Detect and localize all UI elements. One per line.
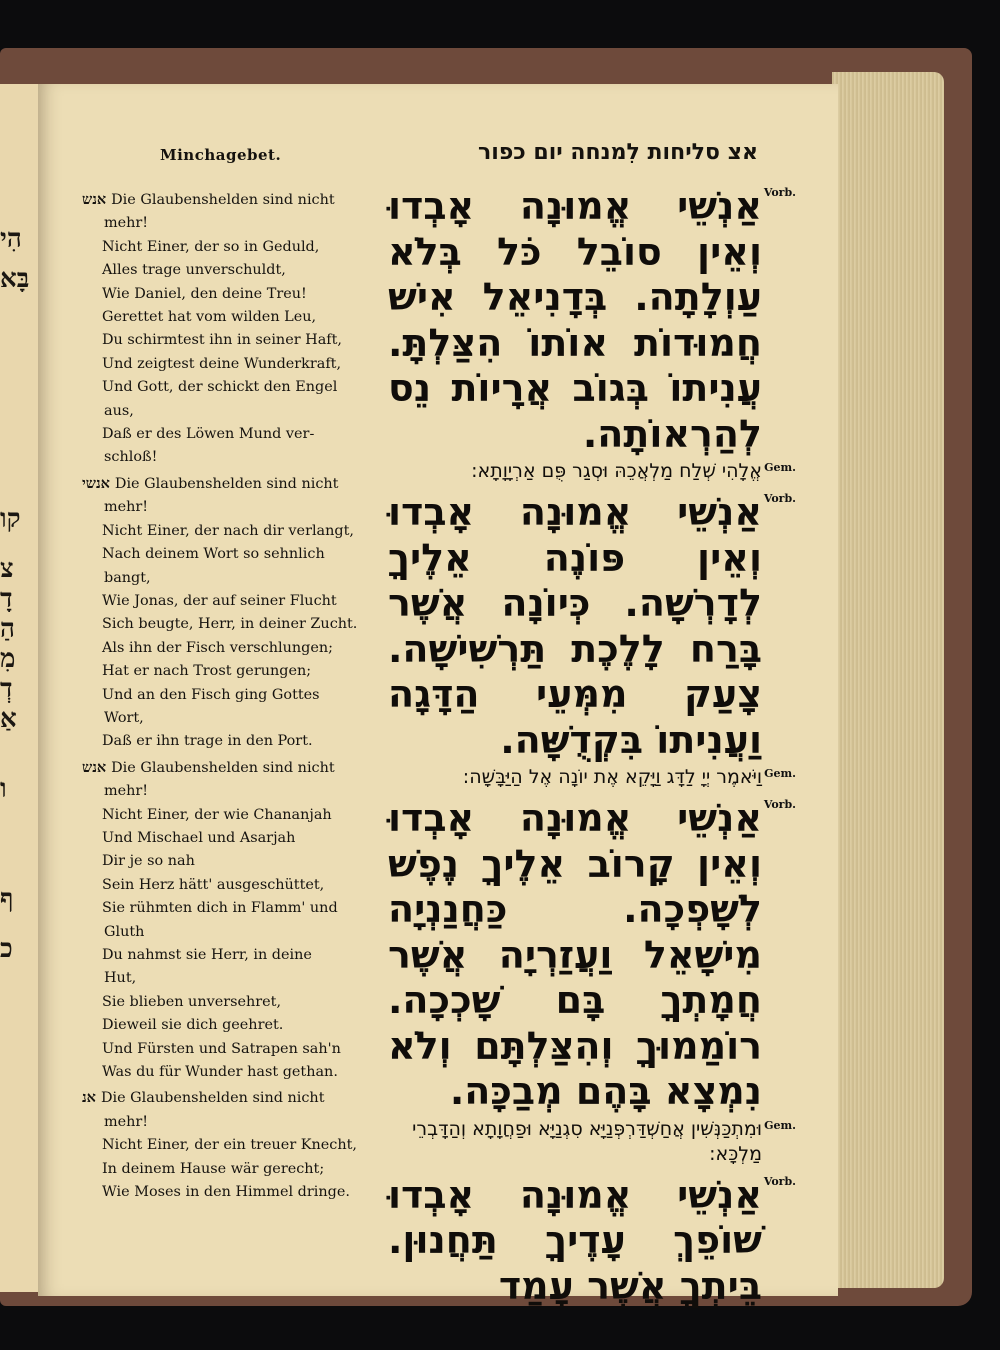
german-refrain-line — [82, 1086, 377, 1110]
german-line — [82, 423, 377, 446]
german-line — [82, 1158, 377, 1181]
response-text: אֱלָהִי שְׁלַח מַלְאֲכֵהּ וּסְגַר פֻּם אַרְיָוָתָא: — [471, 460, 762, 482]
german-line-text: Daß er ihn trage in den Port. — [102, 733, 313, 750]
german-line — [82, 590, 377, 613]
german-line — [82, 306, 377, 329]
german-line-text: Die Glaubenshelden sind nicht — [111, 759, 335, 776]
page-number: אצ — [727, 140, 758, 165]
left-page-fragment: בָּא — [0, 264, 30, 294]
german-running-title: Minchagebet. — [160, 146, 282, 164]
german-line-text: Die Glaubenshelden sind nicht — [111, 192, 335, 208]
german-line — [82, 874, 377, 897]
german-line — [82, 1181, 377, 1204]
left-page-fragment: דְ — [0, 674, 13, 704]
cantor-verse — [388, 184, 796, 457]
left-page-fragment: כ — [0, 934, 13, 964]
german-line-text: Die Glaubenshelden sind nicht — [100, 1090, 325, 1107]
german-line-text: Hut, — [104, 970, 137, 987]
hebrew-cue-marker: אנשי — [82, 474, 115, 492]
german-line-text: Dieweil sie dich geehret. — [102, 1017, 284, 1034]
verse-text: אַנְשֵׁי אֱמוּנָה אָבְדוּ שׁוֹפֵךְ עָדֶיךָ תַּחֲנוּן. בֵּיתְךָ אֲשֶׁר עָמַד — [388, 1172, 762, 1308]
german-line — [82, 1061, 377, 1084]
german-line-text: Sein Herz hätt' ausgeschüttet, — [102, 876, 325, 893]
german-line — [82, 259, 377, 282]
cantor-verse — [388, 490, 796, 763]
german-line — [82, 353, 377, 376]
german-line — [82, 804, 377, 827]
german-line-text: Nach deinem Wort so sehnlich — [102, 546, 325, 563]
left-page-fragment: מִ — [0, 644, 16, 674]
german-line-text: Als ihn der Fisch verschlungen; — [102, 639, 333, 656]
german-line — [82, 1014, 377, 1037]
german-line-text: Du schirmtest ihn in seiner Haft, — [102, 332, 342, 349]
german-line — [82, 400, 377, 423]
german-line-text: Sie rühmten dich in Flamm' und — [102, 900, 338, 917]
german-line — [82, 376, 377, 399]
german-line — [82, 850, 377, 873]
response-text: וּמִתְכַּנְּשִׁין אֲחַשְׁדַּרְפְּנַיָּא סִגְנַיָּא וּפַחֲוָתָא וְהַדָּבְרֵי מַלְכָּא: — [412, 1117, 762, 1165]
german-line-text: bangt, — [104, 569, 151, 586]
german-line — [82, 329, 377, 352]
response-text: וַיֹּאמֶר יְיָ לַדָּג וַיָּקֵא אֶת יוֹנָה אֶל הַיַּבָּשָׁה: — [462, 766, 762, 788]
german-line-text: Und an den Fisch ging Gottes — [102, 686, 320, 703]
speaker-label: Vorb. — [763, 1174, 796, 1188]
verse-text: אַנְשֵׁי אֱמוּנָה אָבְדוּ וְאֵין סוֹבֵל כֹּל בְּלֹא עַוְלָתָה. בְּדָנִיאֵל אִישׁ חֲמוּדוֹת אוֹתוֹ הִצַּלְתָּ. עֲנִיתוֹ בְּגוֹב אֲרָיוֹת נֵס לְהַרְאוֹתָה. — [388, 184, 762, 456]
german-stanza — [82, 472, 377, 754]
german-line-text: Daß er des Löwen Mund ver- — [102, 426, 315, 443]
german-line — [82, 944, 377, 967]
hebrew-cue-marker: אנש — [82, 191, 112, 208]
german-line-text: Wie Daniel, den deine Treu! — [102, 285, 307, 302]
cantor-verse — [388, 796, 796, 1115]
german-line-text: Sich beugte, Herr, in deiner Zucht. — [102, 616, 358, 633]
german-line-text: aus, — [104, 402, 134, 419]
verse-text: אַנְשֵׁי אֱמוּנָה אָבְדוּ וְאֵין פּוֹנֶה אֵלֶיךָ לְדָרְשָׁה. כְּיוֹנָה אֲשֶׁר בָּרַח לָלֶכֶת תַּרְשִׁישָׁה. צָעַק מִמְּעֵי הַדָּגָה וַעֲנִיתוֹ בִּקְדֻשָּׁה. — [388, 490, 762, 762]
german-line-text: schloß! — [104, 449, 158, 466]
left-page-fragment: הִי — [0, 224, 22, 254]
speaker-label: Gem. — [764, 461, 796, 474]
page-block-edge — [832, 72, 944, 1288]
german-line-text: Und Fürsten und Satrapen sah'n — [102, 1040, 341, 1057]
german-line-text: Nicht Einer, der nach dir verlangt, — [102, 522, 354, 539]
german-line-text: mehr! — [104, 1113, 149, 1130]
german-line — [82, 637, 377, 660]
german-line — [82, 897, 377, 920]
german-line — [82, 1038, 377, 1061]
hebrew-title-text: סליחות לִמנחה יום כפור — [478, 140, 720, 165]
german-line-text: Nicht Einer, der ein treuer Knecht, — [102, 1137, 357, 1154]
german-line — [82, 730, 377, 753]
speaker-label: Vorb. — [763, 492, 796, 505]
german-line-text: In deinem Hause wär gerecht; — [102, 1160, 325, 1177]
german-line — [82, 613, 377, 636]
german-line — [82, 827, 377, 850]
german-line-text: Dir je so nah — [102, 853, 195, 870]
german-line-text: Und zeigtest deine Wunderkraft, — [102, 355, 342, 372]
german-line — [82, 707, 377, 730]
congregation-response — [388, 1117, 796, 1167]
german-line — [82, 543, 377, 566]
german-line-text: Wie Jonas, der auf seiner Flucht — [102, 592, 337, 609]
german-line-text: mehr! — [104, 215, 149, 232]
german-line — [82, 660, 377, 683]
german-line — [82, 1134, 377, 1157]
speaker-label: Vorb. — [763, 798, 796, 811]
book-page — [38, 84, 838, 1308]
german-line — [82, 236, 377, 259]
german-line — [82, 567, 377, 590]
german-line-text: Nicht Einer, der so in Geduld, — [102, 238, 320, 255]
speaker-label: Gem. — [764, 1118, 796, 1132]
german-line-text: Du nahmst sie Herr, in deine — [102, 947, 312, 963]
german-line-text: Die Glaubenshelden sind nicht — [114, 475, 339, 492]
german-line — [82, 520, 377, 543]
german-line — [82, 921, 377, 944]
hebrew-running-title — [428, 140, 758, 165]
german-line-text: Hat er nach Trost gerungen; — [102, 663, 312, 680]
german-line — [82, 446, 377, 469]
german-line-text: Alles trage unverschuldt, — [102, 262, 286, 279]
german-line — [82, 283, 377, 306]
congregation-response — [388, 765, 796, 790]
german-line-text: mehr! — [104, 499, 149, 516]
left-page-fragment: דָ — [0, 584, 13, 614]
left-page-fragment: ף — [0, 884, 14, 914]
german-refrain-line — [82, 472, 377, 496]
german-refrain-line — [82, 188, 377, 212]
hebrew-cue-marker: אנ — [82, 1089, 101, 1107]
german-stanza — [82, 1086, 377, 1204]
german-line — [82, 967, 377, 990]
verse-text: אַנְשֵׁי אֱמוּנָה אָבְדוּ וְאֵין קָרוֹב אֵלֶיךָ נֶפֶשׁ לְשָׁפְכָה. כַּחֲנַנְיָה מִישָׁאֵל וַעֲזַרְיָה אֲשֶׁר חֲמָתְךָ בָּם שָׁכְכָה. רוֹמַמוּךָ וְהִצַּלְתָּם וְלֹא נִמְצָא בָּהֶם מְבַכָּה. — [388, 796, 762, 1113]
previous-page-edge — [0, 84, 42, 1292]
left-page-fragment: צ — [0, 554, 14, 584]
german-line-text: Wort, — [104, 709, 144, 726]
left-page-fragment: ו — [0, 774, 7, 804]
left-page-fragment: קו — [0, 504, 21, 534]
left-page-fragment: הַ — [0, 614, 15, 644]
left-page-fragment: אַ — [0, 704, 17, 734]
congregation-response — [388, 459, 796, 484]
german-line-text: Und Mischael und Asarjah — [102, 829, 296, 846]
german-line — [82, 212, 377, 235]
german-refrain-line — [82, 756, 377, 780]
german-line — [82, 684, 377, 707]
german-translation-column — [82, 188, 377, 1206]
german-line-text: Nicht Einer, der wie Chananjah — [102, 806, 332, 823]
german-line-text: Was du für Wunder hast gethan. — [102, 1064, 338, 1081]
german-line-text: Und Gott, der schickt den Engel — [102, 379, 338, 396]
german-line — [82, 1111, 377, 1134]
german-stanza — [82, 756, 377, 1085]
hebrew-text-column — [388, 184, 796, 1309]
german-line-text: Gerettet hat vom wilden Leu, — [102, 309, 317, 326]
cantor-verse — [388, 1172, 796, 1310]
german-line-text: Wie Moses in den Himmel dringe. — [102, 1184, 350, 1201]
german-line-text: Sie blieben unversehret, — [102, 993, 282, 1010]
german-line-text: mehr! — [104, 783, 149, 800]
speaker-label: Vorb. — [763, 186, 796, 199]
german-line — [82, 780, 377, 803]
german-line — [82, 991, 377, 1014]
speaker-label: Gem. — [764, 767, 796, 780]
german-line-text: Gluth — [104, 923, 145, 940]
hebrew-cue-marker: אנש — [82, 758, 112, 776]
german-line — [82, 496, 377, 519]
german-stanza — [82, 188, 377, 470]
